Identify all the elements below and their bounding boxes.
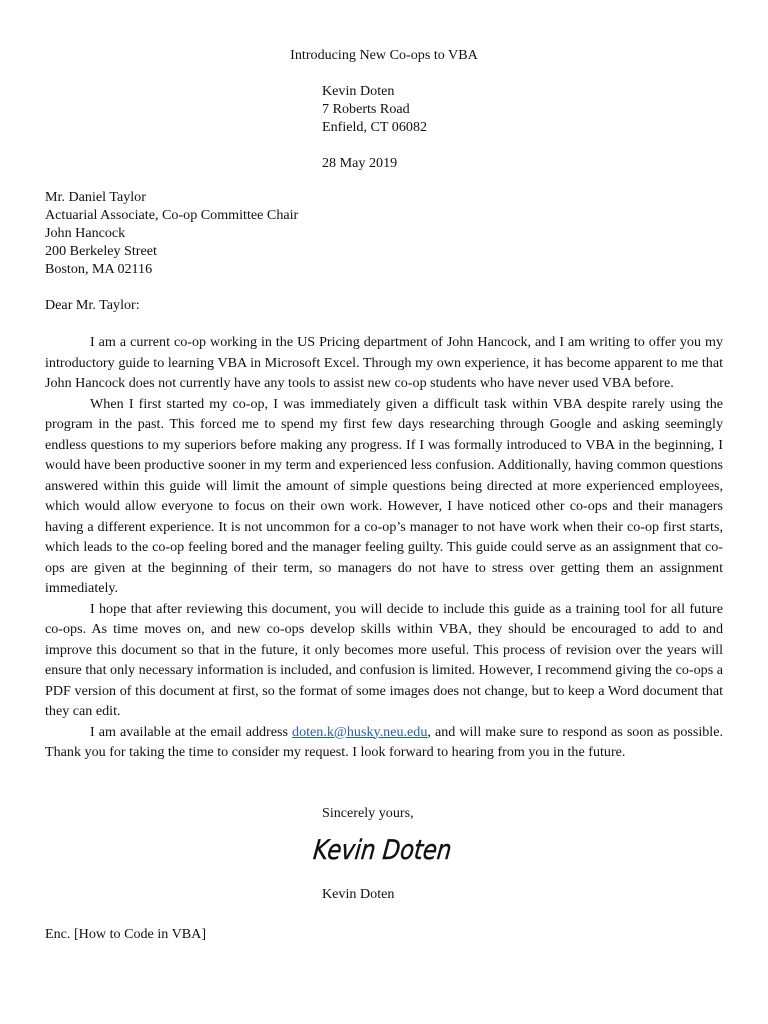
- recipient-position: Actuarial Associate, Co-op Committee Chair: [45, 207, 299, 223]
- letter-body: [45, 332, 723, 763]
- letter-date: 28 May 2019: [322, 155, 398, 171]
- body-paragraph-1: I am a current co-op working in the US Pricing department of John Hancock, and I am writing to offer you my introductory guide to learning VBA in Microsoft Excel. Through my own experience, it has become apparent to me that John Hancock does not currently have any tools to assist new co-op students who have never used VBA before.: [45, 334, 723, 391]
- email-link[interactable]: doten.k@husky.neu.edu: [292, 723, 428, 740]
- body-paragraph-4: [45, 722, 723, 763]
- recipient-street: 200 Berkeley Street: [45, 243, 157, 259]
- sender-city: Enfield, CT 06082: [322, 119, 428, 135]
- body-paragraph-3: I hope that after reviewing this document, you will decide to include this guide as a training tool for all future co-ops. As time moves on, and new co-ops develop skills within VBA, they should be encouraged to add to and improve this document so that in the future, it only becomes more useful. This process of revision over the years will ensure that only necessary information is included, and confusion is limited. However, I recommend giving the co-ops a PDF version of this document at first, so the format of some images does not change, but to keep a Word document that they can edit.: [45, 600, 723, 719]
- salutation: Dear Mr. Taylor:: [45, 297, 140, 313]
- handwritten-signature: [311, 826, 480, 872]
- recipient-name: Mr. Daniel Taylor: [45, 189, 146, 205]
- letter-title: Introducing New Co-ops to VBA: [290, 47, 478, 63]
- sender-name: Kevin Doten: [322, 83, 395, 99]
- sender-address: [322, 82, 427, 136]
- body-paragraph-2: When I first started my co-op, I was immediately given a difficult task within VBA despite rarely using the program in the past. This forced me to spend my first few days researching through Google and asking seemingly endless questions to my superiors before making any progress. If I was formally introduced to VBA in the beginning, I would have been productive sooner in my term and experienced less confusion. Additionally, having common questions answered within this guide will limit the amount of simple questions being directed at more experienced employees, which would allow everyone to focus on their own work. However, I have noticed other co-ops and their managers having a different experience. It is not uncommon for a co-op’s manager to not have work when their co-op first starts, which leads to the co-op feeling bored and the manager feeling guilty. This guide could serve as an assignment that co-ops are given at the beginning of their term, so managers do not have to stress over getting them an assignment immediately.: [45, 395, 723, 596]
- recipient-city: Boston, MA 02116: [45, 261, 153, 277]
- signature-text: Kevin Doten: [311, 835, 480, 866]
- paragraph-4-intro: I am available at the email address: [90, 723, 293, 740]
- closing: Sincerely yours,: [322, 805, 414, 821]
- signed-name: Kevin Doten: [322, 886, 395, 902]
- recipient-address: [45, 188, 298, 278]
- paragraph-4-rest: , and will make sure to respond as soon as possible. Thank you for taking the time to consider my request. I look forward to hearing from you in the future.: [45, 723, 723, 760]
- recipient-company: John Hancock: [45, 225, 126, 241]
- sender-street: 7 Roberts Road: [322, 101, 410, 117]
- enclosure-note: Enc. [How to Code in VBA]: [45, 926, 207, 942]
